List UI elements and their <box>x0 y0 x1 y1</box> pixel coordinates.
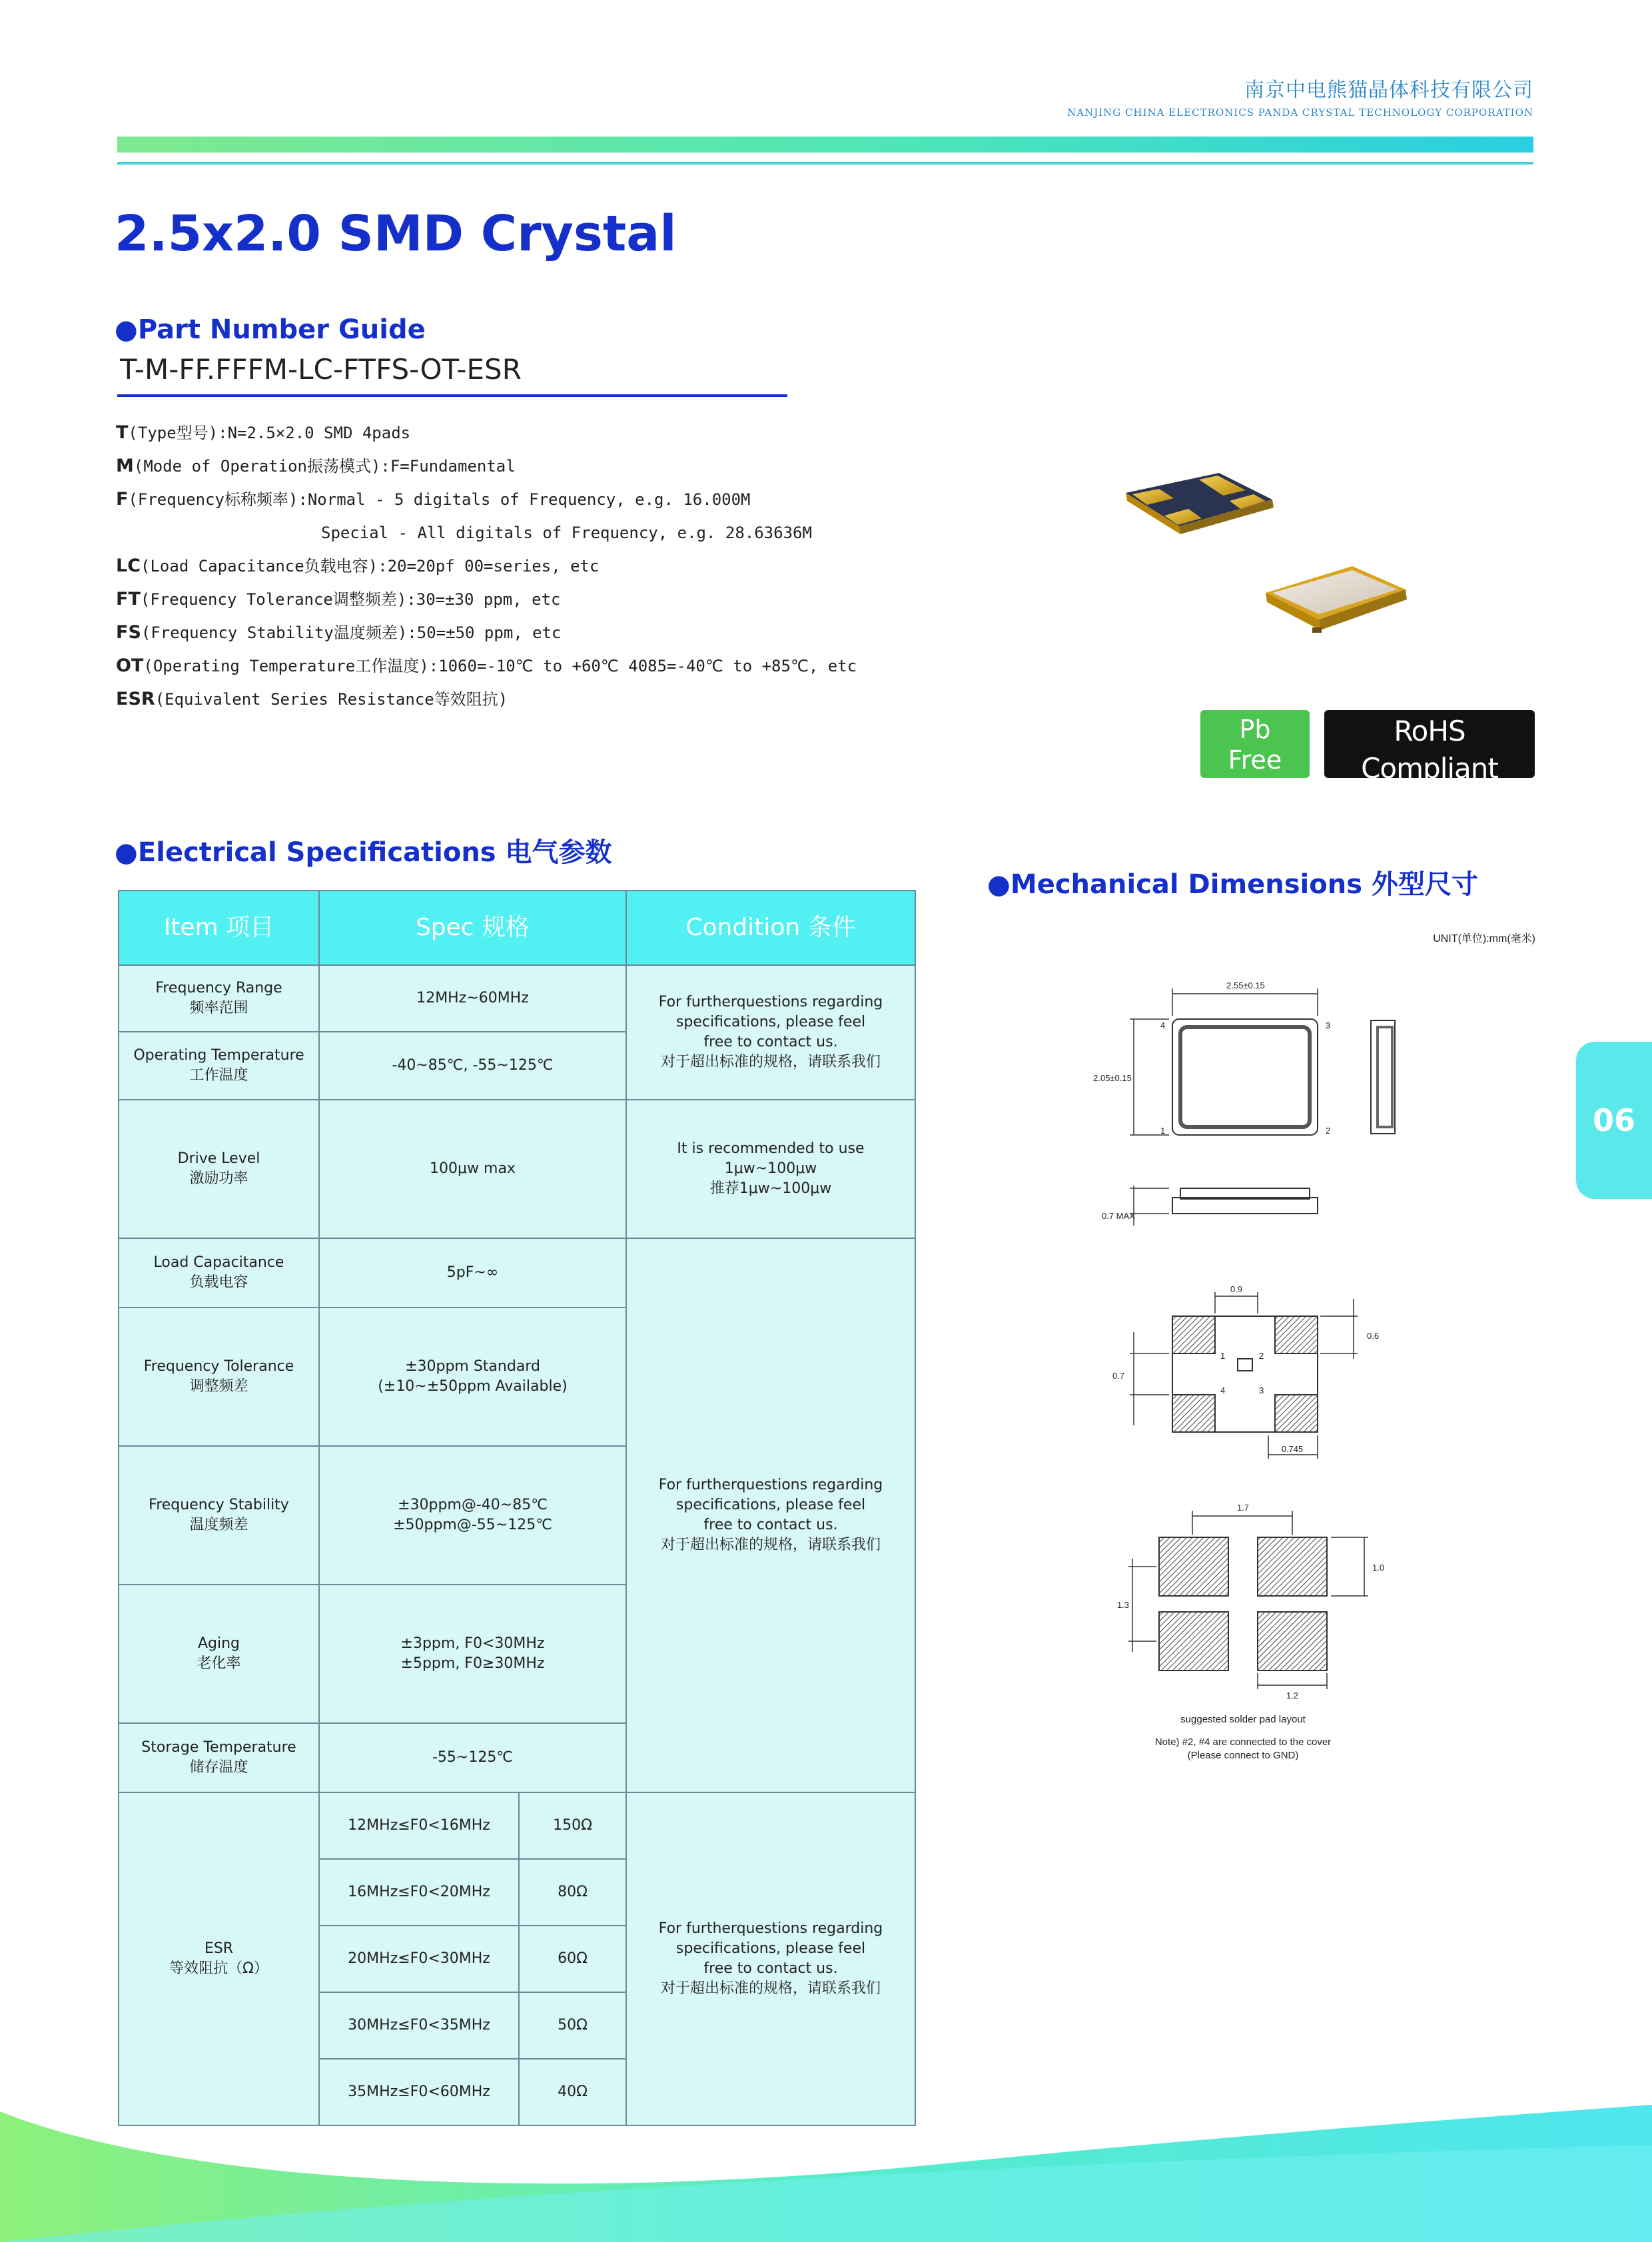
svg-text:2.05±0.15: 2.05±0.15 <box>1093 1073 1132 1083</box>
guide-row-freq-stability: FS(Frequency Stability温度频差):50=±50 ppm, etc <box>116 622 562 643</box>
svg-text:1.3: 1.3 <box>1116 1600 1130 1610</box>
spec-cell: ±30ppm Standard (±10~±50ppm Available) <box>319 1308 626 1446</box>
bottom-view <box>1130 1292 1358 1459</box>
guide-row-mode: M(Mode of Operation振荡模式):F=Fundamental <box>116 456 516 476</box>
guide-row-type: T(Type型号):N=2.5×2.0 SMD 4pads <box>116 422 411 443</box>
guide-row-operating-temp: OT(Operating Temperature工作温度):1060=-10℃ to +60℃ 4085=-40℃ to +85℃, etc <box>116 655 857 676</box>
part-number-underline <box>117 394 787 397</box>
electrical-spec-table <box>118 890 916 2126</box>
item-cell: Storage Temperature 储存温度 <box>119 1723 319 1792</box>
svg-text:0.7 MAX: 0.7 MAX <box>1102 1211 1135 1221</box>
esr-value-cell: 150Ω <box>519 1792 626 1859</box>
mechanical-heading: ●Mechanical Dimensions 外型尺寸 <box>987 869 1478 900</box>
item-cell: Frequency Tolerance 调整频差 <box>119 1308 319 1446</box>
note-line-2: (Please connect to GND) <box>1187 1750 1299 1761</box>
page-number-tab: 06 <box>1576 1042 1652 1199</box>
part-number-heading: ●Part Number Guide <box>115 314 426 345</box>
svg-text:0.6: 0.6 <box>1367 1331 1380 1341</box>
side-view-bottom <box>1130 1186 1318 1226</box>
mechanical-drawing <box>1092 919 1559 1785</box>
company-name-en: NANJING CHINA ELECTRONICS PANDA CRYSTAL TECHNOLOGY CORPORATION <box>1067 107 1533 119</box>
unit-label: UNIT(单位):mm(毫米) <box>1433 933 1535 944</box>
spec-cell: 5pF~∞ <box>319 1238 626 1308</box>
header-gradient-bar <box>117 137 1533 153</box>
esr-range-cell: 16MHz≤F0<20MHz <box>319 1859 519 1926</box>
esr-range-cell: 12MHz≤F0<16MHz <box>319 1792 519 1859</box>
header-item: Item 项目 <box>119 891 319 965</box>
item-cell: Operating Temperature 工作温度 <box>119 1032 319 1100</box>
side-view-right <box>1371 1020 1395 1134</box>
guide-row-freq-tolerance: FT(Frequency Tolerance调整频差):30=±30 ppm, etc <box>116 589 561 609</box>
svg-text:1: 1 <box>1220 1351 1226 1361</box>
esr-value-cell: 60Ω <box>519 1926 626 1992</box>
spec-cell: -40~85℃, -55~125℃ <box>319 1032 626 1100</box>
esr-label-cell: ESR 等效阻抗（Ω） <box>119 1792 319 2125</box>
item-cell: Frequency Range 频率范围 <box>119 965 319 1032</box>
table-row <box>119 965 915 1032</box>
esr-value-cell: 50Ω <box>519 1992 626 2059</box>
table-row <box>119 1100 915 1238</box>
rohs-badge: RoHS Compliant Directive 2002/95/EC <box>1324 710 1535 778</box>
guide-row-frequency: F(Frequency标称频率):Normal - 5 digitals of Frequency, e.g. 16.000M <box>116 489 751 510</box>
svg-text:1.0: 1.0 <box>1372 1563 1385 1573</box>
esr-range-cell: 20MHz≤F0<30MHz <box>319 1926 519 1992</box>
condition-cell: It is recommended to use 1μw~100μw 推荐1μw~100μw <box>626 1100 915 1238</box>
footer-wave <box>0 2098 1652 2242</box>
product-photo <box>999 326 1532 699</box>
svg-text:3: 3 <box>1326 1020 1331 1030</box>
svg-text:4: 4 <box>1220 1385 1226 1395</box>
spec-cell: ±30ppm@-40~85℃ ±50ppm@-55~125℃ <box>319 1446 626 1585</box>
header-spec: Spec 规格 <box>319 891 626 965</box>
condition-cell: For furtherquestions regarding specifications, please feel free to contact us. 对于超出标准的规格，请联系我们 <box>626 965 915 1100</box>
svg-text:1.7: 1.7 <box>1236 1503 1250 1513</box>
table-row <box>119 1238 915 1308</box>
spec-cell: 12MHz~60MHz <box>319 965 626 1032</box>
spec-cell: ±3ppm, F0<30MHz ±5ppm, F0≥30MHz <box>319 1585 626 1723</box>
svg-text:4: 4 <box>1160 1020 1166 1030</box>
spec-cell: 100μw max <box>319 1100 626 1238</box>
table-header-row <box>119 891 915 965</box>
part-number-guide <box>116 420 857 719</box>
solder-pad-layout <box>1128 1511 1368 1689</box>
page-title: 2.5x2.0 SMD Crystal <box>115 205 677 262</box>
spec-cell: -55~125℃ <box>319 1723 626 1792</box>
item-cell: Frequency Stability 温度频差 <box>119 1446 319 1585</box>
esr-value-cell: 40Ω <box>519 2059 626 2125</box>
svg-text:2.55±0.15: 2.55±0.15 <box>1226 980 1265 990</box>
pb-free-badge: Pb Free <box>1200 710 1310 778</box>
esr-range-cell: 35MHz≤F0<60MHz <box>319 2059 519 2125</box>
condition-cell: For furtherquestions regarding specifications, please feel free to contact us. 对于超出标准的规格，请联系我们 <box>626 1792 915 2125</box>
svg-text:0.9: 0.9 <box>1230 1284 1243 1294</box>
esr-range-cell: 30MHz≤F0<35MHz <box>319 1992 519 2059</box>
svg-text:0.7: 0.7 <box>1112 1371 1125 1381</box>
esr-value-cell: 80Ω <box>519 1859 626 1926</box>
guide-row-frequency-special: Special - All digitals of Frequency, e.g. 28.63636M <box>321 524 812 542</box>
top-view <box>1130 988 1318 1135</box>
svg-text:1.2: 1.2 <box>1286 1690 1299 1700</box>
guide-row-esr: ESR(Equivalent Series Resistance等效阻抗) <box>116 689 508 709</box>
condition-cell: For furtherquestions regarding specifications, please feel free to contact us. 对于超出标准的规格，请联系我们 <box>626 1238 915 1792</box>
esr-row <box>119 1792 915 1859</box>
svg-text:1: 1 <box>1160 1126 1166 1136</box>
part-number-code: T-M-FF.FFFM-LC-FTFS-OT-ESR <box>120 353 522 386</box>
electrical-heading: ●Electrical Specifications 电气参数 <box>115 837 612 868</box>
note-line-1: Note) #2, #4 are connected to the cover <box>1154 1736 1332 1748</box>
guide-row-load-cap: LC(Load Capacitance负载电容):20=20pf 00=series, etc <box>116 556 600 576</box>
svg-text:0.745: 0.745 <box>1281 1444 1304 1454</box>
header-condition: Condition 条件 <box>626 891 915 965</box>
solder-layout-label: suggested solder pad layout <box>1180 1714 1306 1725</box>
item-cell: Aging 老化率 <box>119 1585 319 1723</box>
header-divider <box>117 162 1533 165</box>
item-cell: Drive Level 激励功率 <box>119 1100 319 1238</box>
svg-text:3: 3 <box>1259 1385 1264 1395</box>
item-cell: Load Capacitance 负载电容 <box>119 1238 319 1308</box>
svg-text:2: 2 <box>1259 1351 1264 1361</box>
company-name-cn: 南京中电熊猫晶体科技有限公司 <box>1244 79 1533 102</box>
svg-text:2: 2 <box>1326 1126 1331 1136</box>
